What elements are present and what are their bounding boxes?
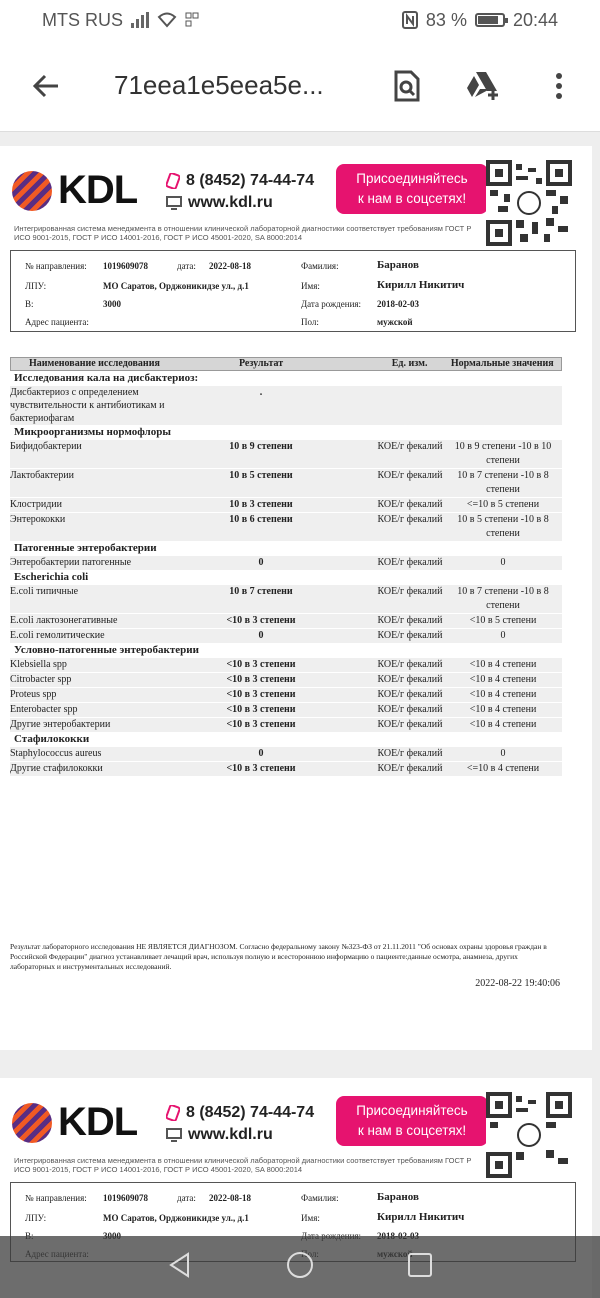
monitor-icon bbox=[166, 196, 182, 210]
report-datetime: 2022-08-22 19:40:06 bbox=[475, 978, 560, 989]
drive-add-icon bbox=[465, 70, 501, 102]
phone-icon bbox=[166, 173, 180, 189]
order-date: 2022-08-18 bbox=[209, 261, 251, 271]
carrier-label: MTS RUS bbox=[42, 9, 123, 30]
certification-text: Интегрированная система менеджмента в отношении клинической лабораторной диагностики соответствует требованиям ГОСТ Р ИСО 9001-2015, ГОСТ Р ИСО 14001-2016, ГОСТ Р ИСО 45001-2020, SA 8000:2014 bbox=[14, 1156, 472, 1174]
battery-icon bbox=[475, 13, 505, 27]
table-row: E.coli гемолитические 0 КОЕ/г фекалий 0 bbox=[10, 629, 562, 643]
social-promo-badge: Присоединяйтесь к нам в соцсетях! bbox=[336, 1096, 488, 1146]
arrow-left-icon bbox=[31, 71, 61, 101]
table-row: Энтеробактерии патогенные 0 КОЕ/г фекалий 0 bbox=[10, 556, 562, 570]
website: www.kdl.ru bbox=[188, 194, 273, 211]
triangle-back-icon bbox=[166, 1251, 194, 1279]
table-row: Enterobacter spp <10 в 3 степени КОЕ/г фекалий <10 в 4 степени bbox=[10, 703, 562, 717]
table-row: Клостридии 10 в 3 степени КОЕ/г фекалий <=10 в 5 степени bbox=[10, 498, 562, 512]
table-row: E.coli типичные 10 в 7 степени КОЕ/г фекалий 10 в 7 степени -10 в 8 степени bbox=[10, 585, 562, 613]
nav-home-button[interactable] bbox=[286, 1251, 314, 1284]
kdl-logo-icon bbox=[12, 1103, 52, 1143]
nav-recents-button[interactable] bbox=[406, 1251, 434, 1284]
patient-sex: мужской bbox=[377, 317, 413, 327]
more-options-button[interactable] bbox=[536, 63, 582, 109]
kdl-logo-icon bbox=[12, 171, 52, 211]
birth-date: 2018-02-03 bbox=[377, 299, 419, 309]
table-row: Дисбактериоз с определением чувствительности к антибиотикам и бактериофагам . bbox=[10, 386, 562, 425]
order-number: 1019609078 bbox=[103, 261, 148, 271]
phone-number: 8 (8452) 74-44-74 bbox=[186, 172, 315, 189]
table-row: E.coli лактозонегативные <10 в 3 степени КОЕ/г фекалий <10 в 5 степени bbox=[10, 614, 562, 628]
app-bar bbox=[0, 40, 600, 132]
kdl-logo: KDL bbox=[12, 168, 137, 213]
back-button[interactable] bbox=[18, 58, 74, 114]
results-table bbox=[10, 357, 562, 776]
system-nav-bar bbox=[0, 1236, 600, 1298]
circle-home-icon bbox=[286, 1251, 314, 1279]
nav-back-button[interactable] bbox=[166, 1251, 194, 1284]
patient-surname: Баранов bbox=[377, 259, 419, 271]
battery-percent: 83 % bbox=[425, 9, 467, 30]
qr-code bbox=[486, 160, 572, 246]
nfc-n-icon bbox=[402, 11, 418, 29]
results-table-header: Наименование исследования Результат Ед. изм. Нормальные значения bbox=[10, 357, 562, 371]
table-row: Klebsiella spp <10 в 3 степени КОЕ/г фекалий <10 в 4 степени bbox=[10, 658, 562, 672]
document-search-icon bbox=[393, 70, 421, 102]
social-promo-badge: Присоединяйтесь к нам в соцсетях! bbox=[336, 164, 488, 214]
table-row: Citrobacter spp <10 в 3 степени КОЕ/г фекалий <10 в 4 степени bbox=[10, 673, 562, 687]
add-to-drive-button[interactable] bbox=[460, 63, 506, 109]
table-row: Энтерококки 10 в 6 степени КОЕ/г фекалий 10 в 5 степени -10 в 8 степени bbox=[10, 513, 562, 541]
nfc-icon bbox=[185, 12, 199, 28]
table-row: Другие энтеробактерии <10 в 3 степени КОЕ/г фекалий <10 в 4 степени bbox=[10, 718, 562, 732]
document-page-2: KDL 8 (8452) 74-44-74 www.kdl.ru Присоединяйтесь к нам в соцсетях! Интегрированная система менеджмента в отношении клинической лабораторной диагностики соответствует требованиям ГОСТ Р ИСО 9001-2015, ГОСТ Р ИСО 14001-2016, ГОСТ Р ИСО 45001-2020, SA 8000:2014 № направления: 1019609078 дата: 2022-08-18 Фамилия: Баранов ЛПУ: МО Саратов, Орджоникидзе ул., д.1 Имя: Кирилл Никитич bbox=[0, 1078, 592, 1298]
v-value: 3000 bbox=[103, 299, 121, 309]
more-vert-icon bbox=[555, 72, 563, 100]
section-title: Исследования кала на дисбактериоз: bbox=[14, 372, 199, 384]
table-row: Бифидобактерии 10 в 9 степени КОЕ/г фекалий 10 в 9 степени -10 в 10 степени bbox=[10, 440, 562, 468]
patient-name: Кирилл Никитич bbox=[377, 279, 465, 291]
phone-icon bbox=[166, 1105, 180, 1121]
section-title: Микроорганизмы нормофлоры bbox=[14, 426, 171, 438]
signal-icon bbox=[131, 12, 149, 28]
patient-info-box: № направления: 1019609078 дата: 2022-08-18 Фамилия: Баранов ЛПУ: МО Саратов, Орджоникидзе ул., д.1 Имя: Кирилл Никитич bbox=[10, 1182, 576, 1262]
patient-info-box: № направления: 1019609078 дата: 2022-08-18 Фамилия: Баранов ЛПУ: МО Саратов, Орджоникидзе ул., д.1 Имя: Кирилл Никитич В: 3000 Дата рождения: 2018-02-03 Адрес пациента: Пол: мужской bbox=[10, 250, 576, 332]
certification-text: Интегрированная система менеджмента в отношении клинической лабораторной диагностики соответствует требованиям ГОСТ Р ИСО 9001-2015, ГОСТ Р ИСО 14001-2016, ГОСТ Р ИСО 45001-2020, SA 8000:2014 bbox=[14, 224, 472, 242]
table-row: Лактобактерии 10 в 5 степени КОЕ/г фекалий 10 в 7 степени -10 в 8 степени bbox=[10, 469, 562, 497]
status-bar bbox=[0, 0, 600, 40]
kdl-logo: KDL bbox=[12, 1100, 137, 1145]
wifi-icon bbox=[157, 12, 177, 28]
search-in-document-button[interactable] bbox=[384, 63, 430, 109]
document-title: 71eea1e5eea5e... bbox=[114, 70, 324, 100]
document-page bbox=[0, 146, 592, 1050]
section-title: Стафилококки bbox=[14, 733, 90, 745]
table-row: Proteus spp <10 в 3 степени КОЕ/г фекалий <10 в 4 степени bbox=[10, 688, 562, 702]
square-recents-icon bbox=[406, 1251, 434, 1279]
clock: 20:44 bbox=[512, 9, 558, 30]
section-title: Патогенные энтеробактерии bbox=[14, 542, 157, 554]
section-title: Escherichia coli bbox=[14, 571, 89, 583]
disclaimer-text: Результат лабораторного исследования НЕ ЯВЛЯЕТСЯ ДИАГНОЗОМ. Согласно федеральному закону №323-ФЗ от 21.11.2011 "Об основах охраны здоровья граждан в Российской Федерации" диагноз устанавливает лечащий врач, используя полную и всестороннюю информацию о пациенте:данные осмотра, анамнеза, других лабораторных и инструментальных исследований. bbox=[10, 942, 547, 971]
table-row: Staphylococcus aureus 0 КОЕ/г фекалий 0 bbox=[10, 747, 562, 761]
lpu: МО Саратов, Орджоникидзе ул., д.1 bbox=[103, 281, 249, 291]
section-title: Условно-патогенные энтеробактерии bbox=[14, 644, 199, 656]
monitor-icon bbox=[166, 1128, 182, 1142]
table-row: Другие стафилококки <10 в 3 степени КОЕ/г фекалий <=10 в 4 степени bbox=[10, 762, 562, 776]
qr-code bbox=[486, 1092, 572, 1178]
